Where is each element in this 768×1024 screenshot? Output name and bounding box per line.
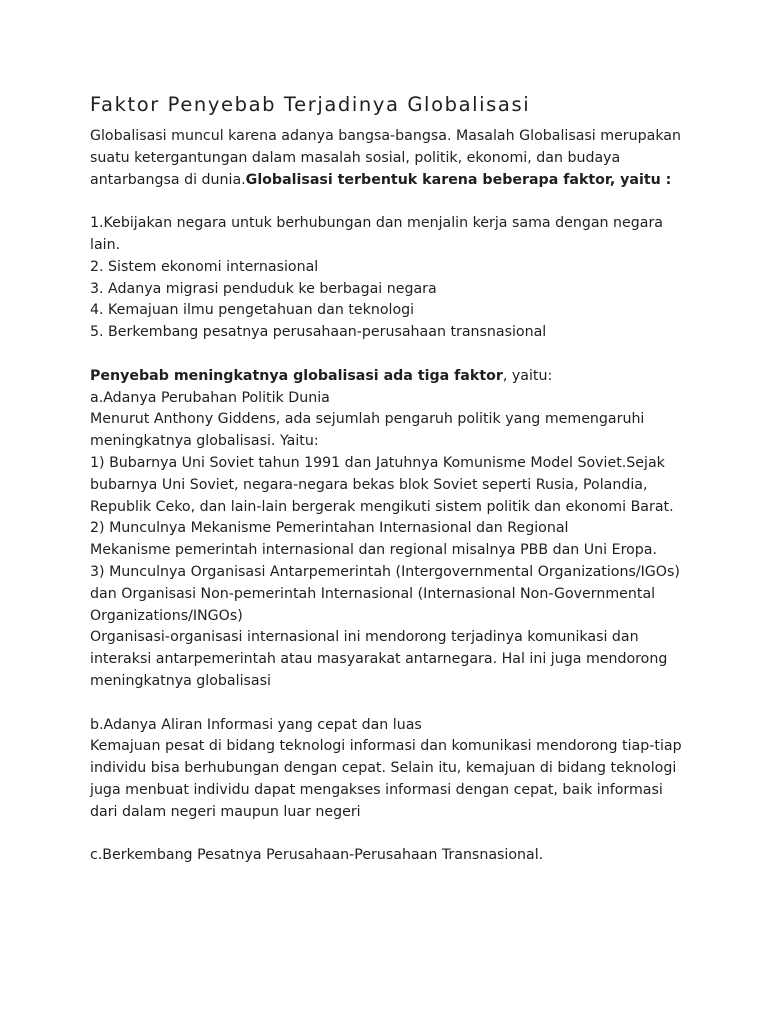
section-b-body: Kemajuan pesat di bidang teknologi informasi dan komunikasi mendorong tiap-tiap individu bisa berhubungan dengan cepat. Selain itu, kemajuan di bidang teknologi juga menbuat individu dapat mengakses informasi dengan cepat, baik informasi dari dalam negeri maupun luar negeri — [90, 738, 682, 820]
section2-heading-rest: , yaitu: — [502, 367, 553, 384]
section-a-point-3-heading: 3) Munculnya Organisasi Antarpemerintah (Intergovernmental Organizations/IGOs) dan Organisasi Non-pemerintah Internasional (Internasional Non-Governmental Organizations/INGOs) — [90, 563, 680, 624]
intro-bold-text: Globalisasi terbentuk karena beberapa faktor, yaitu : — [245, 171, 672, 188]
section-c-heading: c.Berkembang Pesatnya Perusahaan-Perusahaan Transnasional. — [90, 847, 544, 864]
section-a-heading: a.Adanya Perubahan Politik Dunia — [90, 389, 330, 406]
paragraph-gap — [90, 191, 690, 213]
section-a-point-1: 1) Bubarnya Uni Soviet tahun 1991 dan Jatuhnya Komunisme Model Soviet.Sejak bubarnya Uni Soviet, negara-negara bekas blok Soviet seperti Rusia, Polandia, Republik Ceko, dan lain-lain bergerak mengikuti sistem politik dan ekonomi Barat. — [90, 454, 674, 515]
factor-item-2: 2. Sistem ekonomi internasional — [90, 258, 319, 275]
section-a-point-2-heading: 2) Munculnya Mekanisme Pemerintahan Internasional dan Regional — [90, 520, 569, 537]
document-page — [90, 92, 690, 867]
factor-item-4: 4. Kemajuan ilmu pengetahuan dan teknologi — [90, 302, 415, 319]
factor-item-3: 3. Adanya migrasi penduduk ke berbagai negara — [90, 280, 437, 297]
document-title: Faktor Penyebab Terjadinya Globalisasi — [90, 93, 531, 116]
intro-paragraph — [90, 126, 690, 191]
section-a-point-3-body: Organisasi-organisasi internasional ini mendorong terjadinya komunikasi dan interaksi antarpemerintah atau masyarakat antarnegara. Hal ini juga mendorong meningkatnya globalisasi — [90, 629, 668, 689]
paragraph-gap — [90, 693, 690, 715]
section-a-point-2-body: Mekanisme pemerintah internasional dan regional misalnya PBB dan Uni Eropa. — [90, 542, 658, 559]
paragraph-gap — [90, 344, 690, 366]
section-b-heading: b.Adanya Aliran Informasi yang cepat dan luas — [90, 716, 422, 733]
intro-text: Globalisasi muncul karena adanya bangsa-bangsa. Masalah Globalisasi merupakan suatu ketergantungan dalam masalah sosial, politik, ekonomi, dan budaya antarbangsa di dunia. — [90, 128, 681, 188]
section2-heading-bold: Penyebab meningkatnya globalisasi ada tiga faktor — [90, 367, 503, 384]
paragraph-gap — [90, 824, 690, 846]
factor-item-5: 5. Berkembang pesatnya perusahaan-perusahaan transnasional — [90, 324, 547, 341]
section-a-intro: Menurut Anthony Giddens, ada sejumlah pengaruh politik yang memengaruhi meningkatnya globalisasi. Yaitu: — [90, 411, 645, 450]
factor-item-1: 1.Kebijakan negara untuk berhubungan dan menjalin kerja sama dengan negara lain. — [90, 215, 663, 253]
section2-heading — [90, 366, 690, 388]
